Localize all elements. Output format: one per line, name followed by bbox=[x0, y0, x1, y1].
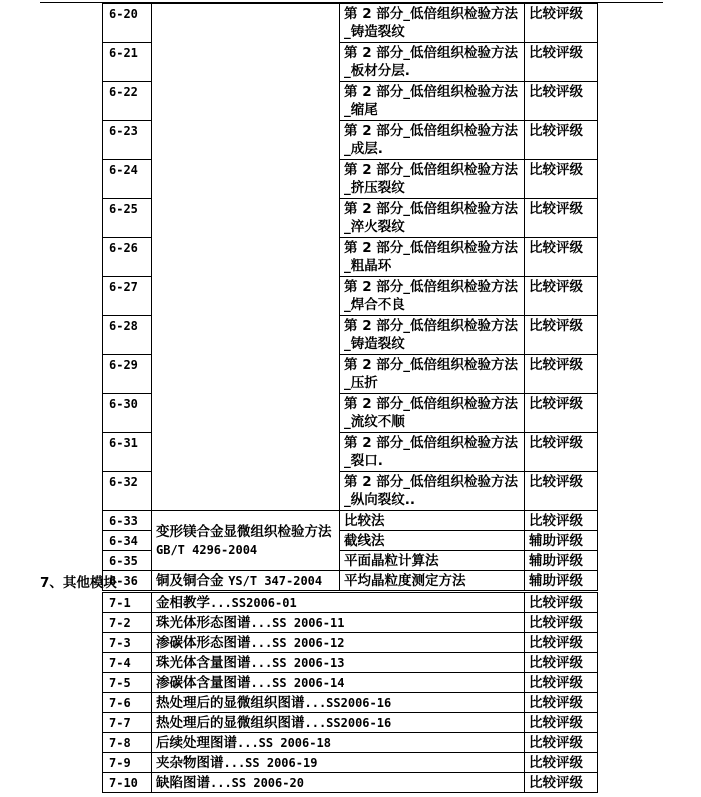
rating-type-cell: 比较评级 bbox=[525, 160, 598, 199]
rating-type-cell: 比较评级 bbox=[525, 511, 598, 531]
rating-type-cell: 辅助评级 bbox=[525, 571, 598, 591]
row-code: 6-28 bbox=[103, 316, 152, 355]
row-code: 6-33 bbox=[103, 511, 152, 531]
row-code: 6-21 bbox=[103, 43, 152, 82]
module-ref: ...SS2006-01 bbox=[210, 596, 297, 610]
table-row bbox=[103, 733, 598, 753]
row-code: 7-8 bbox=[103, 733, 152, 753]
table-row bbox=[103, 593, 598, 613]
rating-type-cell: 比较评级 bbox=[525, 199, 598, 238]
rating-type-cell: 比较评级 bbox=[525, 753, 598, 773]
rating-type-cell: 比较评级 bbox=[525, 316, 598, 355]
method-cell: 第 2 部分_低倍组织检验方法_挤压裂纹 bbox=[340, 160, 525, 199]
rating-type-cell: 比较评级 bbox=[525, 733, 598, 753]
method-cell: 比较法 bbox=[340, 511, 525, 531]
module-ref: ...SS 2006-11 bbox=[250, 616, 345, 630]
module-name: 金相教学 bbox=[156, 595, 210, 611]
method-cell: 截线法 bbox=[340, 531, 525, 551]
standard-name: 铜及铜合金 bbox=[156, 573, 224, 589]
rating-type-cell: 比较评级 bbox=[525, 121, 598, 160]
table-row bbox=[103, 693, 598, 713]
method-cell: 第 2 部分_低倍组织检验方法_焊合不良 bbox=[340, 277, 525, 316]
module-cell bbox=[152, 673, 525, 693]
module-name: 热处理后的显微组织图谱 bbox=[156, 715, 305, 731]
module-ref: ...SS 2006-12 bbox=[250, 636, 345, 650]
row-code: 6-25 bbox=[103, 199, 152, 238]
method-cell: 第 2 部分_低倍组织检验方法_压折 bbox=[340, 355, 525, 394]
table-row bbox=[103, 511, 598, 531]
method-cell: 第 2 部分_低倍组织检验方法_铸造裂纹 bbox=[340, 4, 525, 43]
method-cell: 第 2 部分_低倍组织检验方法_淬火裂纹 bbox=[340, 199, 525, 238]
row-code: 7-3 bbox=[103, 633, 152, 653]
rating-type-cell: 比较评级 bbox=[525, 472, 598, 511]
table-row bbox=[103, 653, 598, 673]
module-ref: ...SS 2006-19 bbox=[223, 756, 318, 770]
rating-type-cell: 比较评级 bbox=[525, 693, 598, 713]
module-ref: ...SS2006-16 bbox=[304, 716, 392, 730]
row-code: 6-36 bbox=[103, 571, 152, 591]
method-table bbox=[102, 3, 598, 591]
standard-cell-copper bbox=[152, 571, 340, 591]
rating-type-cell: 比较评级 bbox=[525, 394, 598, 433]
module-cell bbox=[152, 713, 525, 733]
standard-cell-magnesium bbox=[152, 511, 340, 571]
method-cell: 平均晶粒度测定方法 bbox=[340, 571, 525, 591]
module-name: 渗碳体形态图谱 bbox=[156, 635, 251, 651]
method-cell: 第 2 部分_低倍组织检验方法_纵向裂纹.. bbox=[340, 472, 525, 511]
rating-type-cell: 比较评级 bbox=[525, 673, 598, 693]
module-cell bbox=[152, 773, 525, 793]
module-ref: ...SS 2006-20 bbox=[210, 776, 304, 790]
rating-type-cell: 比较评级 bbox=[525, 355, 598, 394]
module-ref: ...SS 2006-14 bbox=[250, 676, 345, 690]
method-cell: 第 2 部分_低倍组织检验方法_成层. bbox=[340, 121, 525, 160]
module-cell bbox=[152, 693, 525, 713]
row-code: 7-1 bbox=[103, 593, 152, 613]
method-cell: 第 2 部分_低倍组织检验方法_流纹不顺 bbox=[340, 394, 525, 433]
module-cell bbox=[152, 653, 525, 673]
row-code: 6-32 bbox=[103, 472, 152, 511]
module-ref: ...SS 2006-13 bbox=[250, 656, 345, 670]
method-cell: 第 2 部分_低倍组织检验方法_粗晶环 bbox=[340, 238, 525, 277]
other-modules-table bbox=[102, 592, 598, 793]
table-row bbox=[103, 633, 598, 653]
row-code: 6-26 bbox=[103, 238, 152, 277]
rating-type-cell: 比较评级 bbox=[525, 82, 598, 121]
row-code: 7-6 bbox=[103, 693, 152, 713]
method-cell: 平面晶粒计算法 bbox=[340, 551, 525, 571]
rating-type-cell: 辅助评级 bbox=[525, 551, 598, 571]
rating-type-cell: 比较评级 bbox=[525, 4, 598, 43]
rating-type-cell: 比较评级 bbox=[525, 713, 598, 733]
module-ref: ...SS 2006-18 bbox=[237, 736, 331, 750]
row-code: 6-34 bbox=[103, 531, 152, 551]
row-code: 7-9 bbox=[103, 753, 152, 773]
module-name: 缺陷图谱 bbox=[156, 775, 210, 791]
module-name: 夹杂物图谱 bbox=[156, 755, 224, 771]
module-name: 后续处理图谱 bbox=[156, 735, 237, 751]
rating-type-cell: 比较评级 bbox=[525, 238, 598, 277]
section-heading: 7、其他模块 bbox=[40, 575, 117, 591]
rating-type-cell: 比较评级 bbox=[525, 773, 598, 793]
module-name: 热处理后的显微组织图谱 bbox=[156, 695, 305, 711]
method-cell: 第 2 部分_低倍组织检验方法_板材分层. bbox=[340, 43, 525, 82]
rating-type-cell: 比较评级 bbox=[525, 653, 598, 673]
row-code: 6-24 bbox=[103, 160, 152, 199]
standard-cell-blank bbox=[152, 4, 340, 511]
method-cell: 第 2 部分_低倍组织检验方法_缩尾 bbox=[340, 82, 525, 121]
row-code: 7-7 bbox=[103, 713, 152, 733]
module-cell bbox=[152, 733, 525, 753]
row-code: 6-27 bbox=[103, 277, 152, 316]
row-code: 7-4 bbox=[103, 653, 152, 673]
table-row bbox=[103, 571, 598, 591]
rating-type-cell: 辅助评级 bbox=[525, 531, 598, 551]
module-name: 渗碳体含量图谱 bbox=[156, 675, 251, 691]
table-row bbox=[103, 673, 598, 693]
row-code: 6-31 bbox=[103, 433, 152, 472]
module-cell bbox=[152, 753, 525, 773]
rating-type-cell: 比较评级 bbox=[525, 277, 598, 316]
rating-type-cell: 比较评级 bbox=[525, 433, 598, 472]
module-cell bbox=[152, 633, 525, 653]
row-code: 6-20 bbox=[103, 4, 152, 43]
module-cell bbox=[152, 613, 525, 633]
module-name: 珠光体含量图谱 bbox=[156, 655, 251, 671]
row-code: 6-35 bbox=[103, 551, 152, 571]
row-code: 6-23 bbox=[103, 121, 152, 160]
method-cell: 第 2 部分_低倍组织检验方法_裂口. bbox=[340, 433, 525, 472]
rating-type-cell: 比较评级 bbox=[525, 613, 598, 633]
row-code: 7-5 bbox=[103, 673, 152, 693]
method-cell: 第 2 部分_低倍组织检验方法_铸造裂纹 bbox=[340, 316, 525, 355]
table-row bbox=[103, 613, 598, 633]
table-row bbox=[103, 4, 598, 43]
row-code: 6-30 bbox=[103, 394, 152, 433]
module-ref: ...SS2006-16 bbox=[304, 696, 392, 710]
module-name: 珠光体形态图谱 bbox=[156, 615, 251, 631]
standard-code: YS/T 347-2004 bbox=[228, 574, 323, 588]
rating-type-cell: 比较评级 bbox=[525, 593, 598, 613]
row-code: 7-2 bbox=[103, 613, 152, 633]
row-code: 7-10 bbox=[103, 773, 152, 793]
row-code: 6-22 bbox=[103, 82, 152, 121]
rating-type-cell: 比较评级 bbox=[525, 633, 598, 653]
row-code: 6-29 bbox=[103, 355, 152, 394]
table-row bbox=[103, 713, 598, 733]
module-cell bbox=[152, 593, 525, 613]
rating-type-cell: 比较评级 bbox=[525, 43, 598, 82]
table-row bbox=[103, 773, 598, 793]
standard-code: GB/T 4296-2004 bbox=[156, 543, 258, 557]
standard-name: 变形镁合金显微组织检验方法 bbox=[156, 524, 332, 540]
table-row bbox=[103, 753, 598, 773]
